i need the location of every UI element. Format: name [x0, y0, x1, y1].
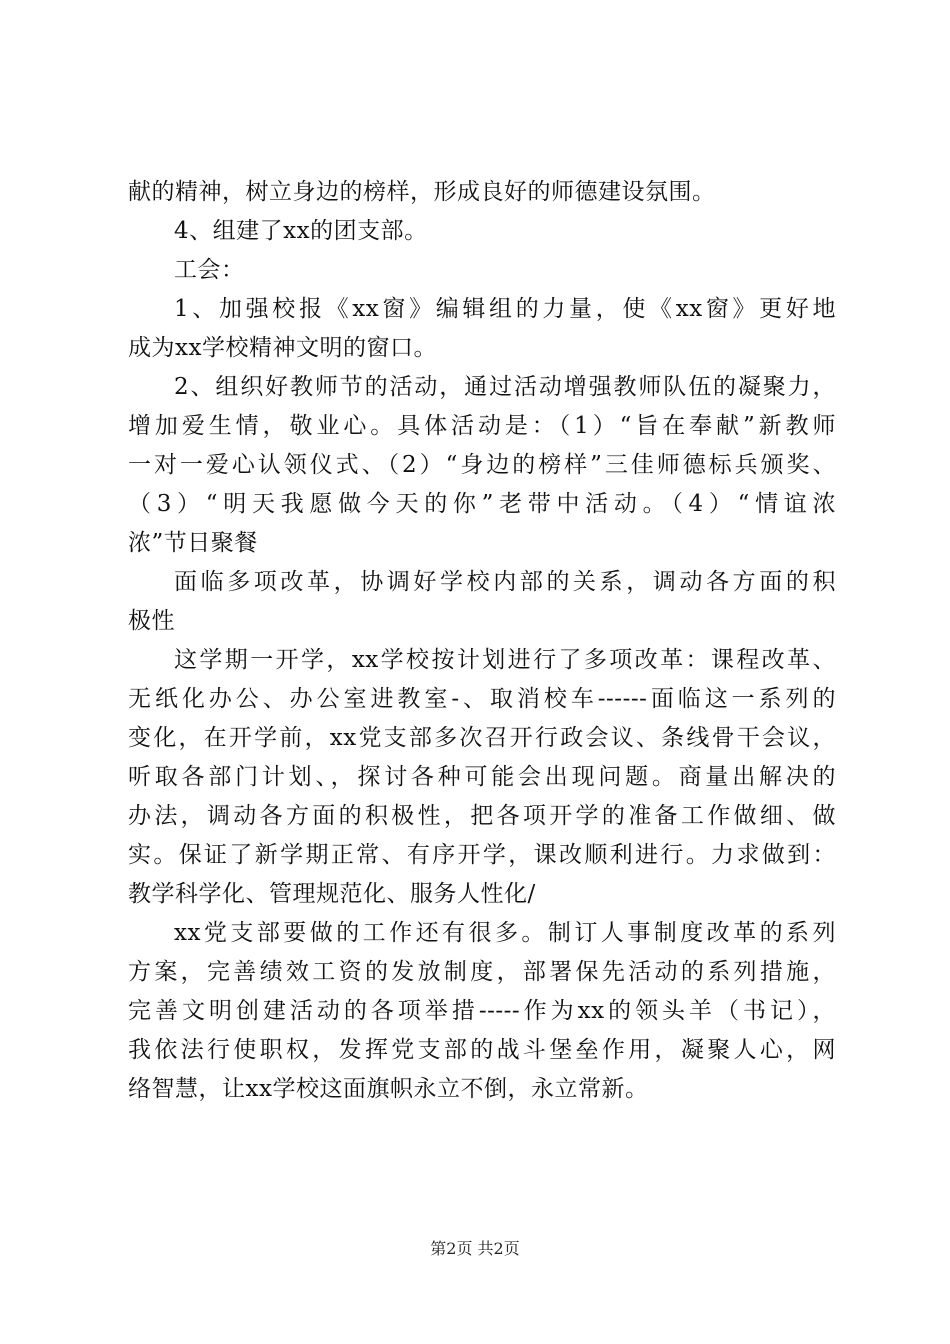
text-line: 实。保证了新学期正常、有序开学，课改顺利进行。力求做到： [128, 842, 836, 868]
text-line: 极性 [128, 608, 175, 634]
text-line: 工会： [174, 257, 245, 283]
text-line: 络智慧，让xx学校这面旗帜永立不倒，永立常新。 [128, 1076, 649, 1102]
text-line: 面临多项改革，协调好学校内部的关系，调动各方面的积 [174, 569, 836, 595]
text-line: 浓”节日聚餐 [128, 530, 258, 556]
text-line: xx党支部要做的工作还有很多。制订人事制度改革的系列 [174, 920, 836, 946]
text-line: 无纸化办公、办公室进教室-、取消校车------面临这一系列的 [128, 686, 836, 712]
text-line: 完善文明创建活动的各项举措-----作为xx的领头羊（书记）， [128, 998, 836, 1024]
text-line: 教学科学化、管理规范化、服务人性化/ [128, 881, 536, 907]
text-line: 这学期一开学，xx学校按计划进行了多项改革：课程改革、 [174, 647, 836, 673]
page-footer: 第2页 共2页 [430, 1239, 520, 1258]
text-line: 1、加强校报《xx窗》编辑组的力量，使《xx窗》更好地 [174, 296, 836, 322]
document-body [128, 173, 848, 1109]
text-line: 2、组织好教师节的活动，通过活动增强教师队伍的凝聚力， [174, 374, 836, 400]
text-line: 我依法行使职权，发挥党支部的战斗堡垒作用，凝聚人心，网 [128, 1037, 836, 1063]
text-line: 方案，完善绩效工资的发放制度，部署保先活动的系列措施， [128, 959, 836, 985]
text-line: （3）“明天我愿做今天的你”老带中活动。（4）“情谊浓 [128, 491, 836, 517]
text-line: 4、组建了xx的团支部。 [174, 218, 428, 244]
text-line: 献的精神，树立身边的榜样，形成良好的师德建设氛围。 [128, 179, 716, 205]
text-line: 成为xx学校精神文明的窗口。 [128, 335, 437, 361]
text-line: 办法，调动各方面的积极性，把各项开学的准备工作做细、做 [128, 803, 836, 829]
text-line: 增加爱生情，敬业心。具体活动是：（1）“旨在奉献”新教师 [128, 413, 836, 439]
text-line: 变化，在开学前，xx党支部多次召开行政会议、条线骨干会议， [128, 725, 836, 751]
text-line: 听取各部门计划、，探讨各种可能会出现问题。商量出解决的 [128, 764, 836, 790]
text-line: 一对一爱心认领仪式、（2）“身边的榜样”三佳师德标兵颁奖、 [128, 452, 836, 478]
